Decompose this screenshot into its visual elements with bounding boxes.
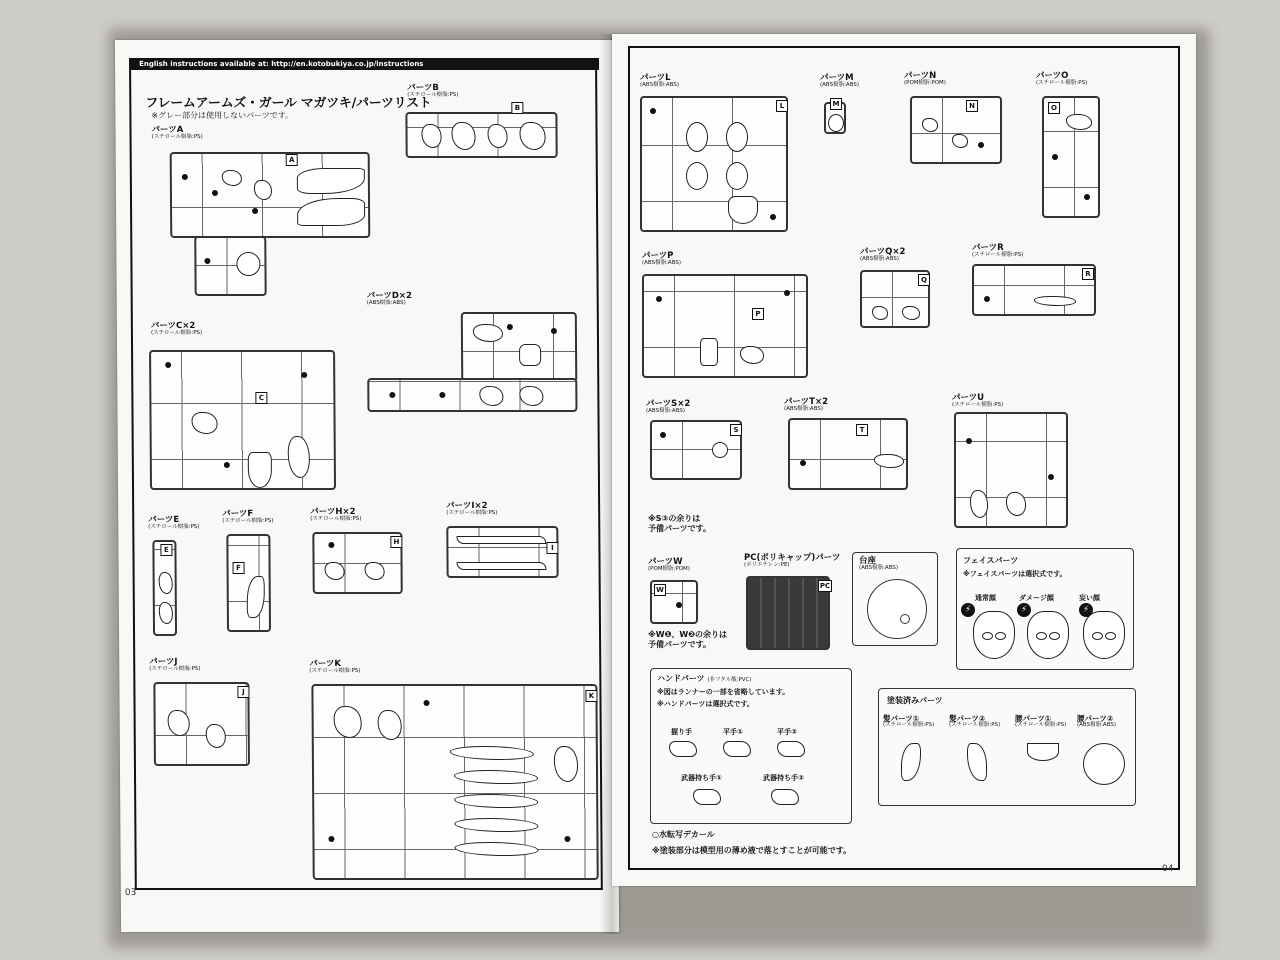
part-piece	[248, 452, 272, 488]
gate-dot	[439, 392, 445, 398]
gate-dot	[507, 324, 513, 330]
runner-letter-p: P	[752, 308, 764, 320]
runner-letter-j: J	[237, 686, 249, 698]
runner-t	[788, 418, 908, 490]
runner-label-t: パーツT×2 (ABS樹脂:ABS)	[784, 397, 828, 412]
gate-dot	[1052, 154, 1058, 160]
part-piece	[828, 114, 844, 132]
part-piece	[473, 324, 503, 342]
gate-dot	[252, 208, 258, 214]
hand-label-flat1: 平手①	[723, 728, 743, 736]
runner-label-q: パーツQ×2 (ABS樹脂:ABS)	[860, 247, 906, 262]
part-piece	[874, 454, 904, 468]
gate-dot	[389, 392, 395, 398]
gate-dot	[328, 542, 334, 548]
face-label-damage: ダメージ顔	[1019, 594, 1054, 602]
runner-label-e: パーツE (スチロール樹脂:PS)	[148, 515, 200, 530]
part-piece	[1066, 114, 1092, 130]
gate-dot	[301, 372, 307, 378]
gate-dot	[564, 836, 570, 842]
part-piece	[334, 706, 362, 738]
part-piece	[247, 576, 265, 618]
hand-label-flat2: 平手②	[777, 728, 797, 736]
painted-item-waist1: 腰パーツ① (スチロール樹脂:PS)	[1015, 714, 1067, 728]
runner-h	[312, 532, 402, 594]
gate-dot	[1084, 194, 1090, 200]
runner-letter-b: B	[511, 102, 523, 114]
part-piece	[236, 252, 260, 276]
runner-label-l: パーツL (ABS樹脂:ABS)	[640, 73, 680, 88]
runner-label-m: パーツM (ABS樹脂:ABS)	[820, 73, 860, 88]
runner-label-c: パーツC×2 (スチロール樹脂:PS)	[150, 321, 203, 336]
runner-label-pc: PC(ポリキャップ)パーツ (ポリエチレン:PE)	[744, 553, 841, 568]
part-piece	[970, 490, 988, 518]
hand-weapon2	[771, 789, 799, 805]
gate-dot	[224, 462, 230, 468]
gate-dot	[966, 438, 972, 444]
runner-label-o: パーツO (スチロール樹脂:PS)	[1036, 71, 1088, 86]
face-parts-note: ※フェイスパーツは選択式です。	[963, 570, 1067, 578]
runner-letter-a: A	[286, 154, 298, 166]
painted-waist2	[1083, 743, 1125, 785]
runner-b	[405, 104, 557, 158]
part-piece	[206, 724, 226, 748]
runner-label-a: パーツA (スチロール樹脂:PS)	[151, 125, 203, 140]
runner-m	[824, 102, 846, 134]
runner-d-upper	[461, 312, 577, 382]
runner-label-s: パーツS×2 (ABS樹脂:ABS)	[646, 399, 691, 414]
runner-letter-i: I	[546, 542, 558, 554]
painted-item-hair2: 髪パーツ② (スチロール樹脂:PS)	[949, 714, 1001, 728]
gate-dot	[784, 290, 790, 296]
lightning-icon: ⚡	[961, 603, 975, 617]
spare-note-w: ※W❶、W❷の余りは 予備パーツです。	[648, 630, 727, 649]
runner-letter-k: K	[585, 690, 597, 702]
face-label-normal: 通常顔	[975, 594, 996, 602]
runner-k	[311, 684, 598, 880]
painted-waist1	[1027, 743, 1059, 761]
runner-label-k: パーツK (スチロール樹脂:PS)	[309, 659, 361, 674]
hand-grip	[669, 741, 697, 757]
runner-f	[226, 534, 271, 632]
part-piece	[1006, 492, 1026, 516]
runner-letter-l: L	[776, 100, 788, 112]
runner-j	[153, 682, 250, 766]
part-piece	[519, 122, 545, 150]
part-piece	[487, 124, 507, 148]
runner-letter-e: E	[160, 544, 172, 556]
part-blade	[457, 562, 547, 570]
runner-label-r: パーツR (スチロール樹脂:PS)	[972, 243, 1024, 258]
part-piece	[254, 180, 272, 200]
part-long	[454, 842, 538, 856]
runner-label-j: パーツJ (スチロール樹脂:PS)	[149, 657, 201, 672]
painted-item-waist2: 腰パーツ② (ABS樹脂:ABS)	[1077, 714, 1117, 728]
hand-weapon1	[693, 789, 721, 805]
part-piece	[712, 442, 728, 458]
hand-label-weapon2: 武器持ち手②	[763, 774, 804, 782]
part-piece	[726, 122, 748, 152]
gate-dot	[182, 174, 188, 180]
runner-letter-o: O	[1048, 102, 1060, 114]
part-hair-a1	[297, 168, 365, 194]
part-piece	[519, 386, 543, 406]
gate-dot	[676, 602, 682, 608]
part-piece	[159, 602, 173, 624]
hand-flat1	[723, 741, 751, 757]
lightning-icon: ⚡	[1017, 603, 1031, 617]
runner-letter-n: N	[966, 100, 978, 112]
runner-pc	[746, 576, 830, 650]
part-piece	[451, 122, 475, 150]
runner-letter-f: F	[233, 562, 245, 574]
decal-note: ※塗装部分は模型用の薄め液で落とすことが可能です。	[652, 846, 852, 855]
painted-parts-title: 塗装済みパーツ	[887, 696, 943, 705]
face-normal	[973, 611, 1015, 659]
gate-dot	[204, 258, 210, 264]
runner-a-lower	[194, 236, 266, 296]
part-hair-a2	[297, 198, 365, 226]
gate-dot	[551, 328, 557, 334]
runner-letter-w: W	[654, 584, 666, 596]
runner-label-n: パーツN (POM樹脂:POM)	[904, 71, 946, 86]
part-piece	[1034, 296, 1076, 306]
part-piece	[159, 572, 173, 594]
hand-label-grip: 握り手	[671, 728, 692, 736]
runner-letter-c: C	[255, 392, 267, 404]
runner-label-p: パーツP (ABS樹脂:ABS)	[642, 251, 682, 266]
gate-dot	[660, 432, 666, 438]
runner-letter-t: T	[856, 424, 868, 436]
part-piece	[740, 346, 764, 364]
right-page	[612, 34, 1196, 886]
hand-parts-note1: ※図はランナーの一部を省略しています。	[657, 688, 790, 696]
runner-label-u: パーツU (スチロール樹脂:PS)	[952, 393, 1004, 408]
lightning-icon: ⚡	[1079, 603, 1093, 617]
hand-label-weapon1: 武器持ち手①	[681, 774, 722, 782]
gate-dot	[656, 296, 662, 302]
gate-dot	[770, 214, 776, 220]
decal-label: ○水転写デカール	[652, 830, 715, 839]
part-piece	[902, 306, 920, 320]
part-piece	[872, 306, 888, 320]
runner-l	[640, 96, 788, 232]
gate-dot	[800, 460, 806, 466]
runner-label-d: パーツD×2 (ABS樹脂:ABS)	[366, 291, 412, 306]
part-piece	[922, 118, 938, 132]
runner-s	[650, 420, 742, 480]
part-piece	[222, 170, 242, 186]
face-parts-box	[956, 548, 1134, 670]
runner-p	[642, 274, 808, 378]
left-page	[115, 40, 619, 932]
part-long	[454, 794, 538, 808]
part-long	[454, 770, 538, 784]
part-piece	[686, 122, 708, 152]
gate-dot	[423, 700, 429, 706]
part-piece	[726, 162, 748, 190]
runner-r	[972, 264, 1096, 316]
runner-letter-r: R	[1082, 268, 1094, 280]
gate-dot	[328, 836, 334, 842]
painted-hair2	[967, 743, 987, 781]
runner-letter-pc: PC	[819, 582, 831, 590]
hand-flat2	[777, 741, 805, 757]
runner-a	[170, 152, 371, 238]
runner-label-h: パーツH×2 (スチロール樹脂:PS)	[310, 507, 362, 522]
runner-i	[446, 526, 558, 578]
part-long	[454, 818, 538, 832]
part-piece	[519, 344, 541, 366]
runner-q	[860, 270, 930, 328]
gate-dot	[1048, 474, 1054, 480]
runner-label-b: パーツB (スチロール樹脂:PS)	[407, 83, 459, 98]
gate-dot	[650, 108, 656, 114]
part-blade	[456, 536, 546, 544]
stand-box	[852, 552, 938, 646]
face-parts-title: フェイスパーツ	[963, 556, 1019, 565]
hand-parts-note2: ※ハンドパーツは選択式です。	[657, 700, 754, 708]
runner-c	[149, 350, 336, 490]
gate-dot	[984, 296, 990, 302]
runner-o	[1042, 96, 1100, 218]
runner-letter-h: H	[390, 536, 402, 548]
runner-e	[152, 540, 177, 636]
face-third	[1083, 611, 1125, 659]
runner-letter-s: S	[730, 424, 742, 436]
part-piece	[479, 386, 503, 406]
part-piece	[191, 412, 217, 434]
part-long	[450, 746, 534, 760]
runner-letter-m: M	[830, 98, 842, 110]
stand-base	[867, 579, 927, 639]
part-piece	[686, 162, 708, 190]
spare-note-s: ※S③の余りは 予備パーツです。	[648, 514, 712, 533]
painted-parts-box	[878, 688, 1136, 806]
part-piece	[365, 562, 385, 580]
runner-letter-q: Q	[918, 274, 930, 286]
page-number-right: 04	[1162, 864, 1174, 874]
part-piece	[288, 436, 310, 478]
part-piece	[421, 124, 441, 148]
runner-label-f: パーツF (スチロール樹脂:PS)	[222, 509, 274, 524]
gate-dot	[165, 362, 171, 368]
runner-w	[650, 580, 698, 624]
runner-label-w: パーツW (POM樹脂:POM)	[648, 557, 690, 572]
painted-hair1	[901, 743, 921, 781]
page-title: フレームアームズ・ガール マガツキ/パーツリスト	[145, 96, 432, 111]
hand-parts-title: ハンドパーツ (非フタル酸:PVC)	[657, 674, 752, 683]
gate-dot	[212, 190, 218, 196]
runner-n	[910, 96, 1002, 164]
hand-parts-box	[650, 668, 852, 824]
part-piece	[325, 562, 345, 580]
part-piece	[378, 710, 402, 740]
runner-u	[954, 412, 1068, 528]
runner-label-i: パーツI×2 (スチロール樹脂:PS)	[446, 501, 498, 516]
face-label-third: 妄い顔	[1079, 594, 1100, 602]
part-piece	[554, 746, 578, 782]
gray-note: ※グレー部分は使用しないパーツです。	[151, 111, 294, 120]
part-piece	[700, 338, 718, 366]
part-piece	[952, 134, 968, 148]
gate-dot	[978, 142, 984, 148]
page-number-left: 03	[124, 888, 137, 898]
face-damage	[1027, 611, 1069, 659]
header-url-bar: English instructions available at: http://en.kotobukiya.co.jp/instructions	[129, 58, 599, 70]
part-piece	[728, 196, 758, 224]
stand-label: 台座 (ABS樹脂:ABS)	[859, 556, 899, 571]
painted-item-hair1: 髪パーツ① (スチロール樹脂:PS)	[883, 714, 935, 728]
part-piece	[168, 710, 190, 736]
runner-d-lower	[367, 378, 577, 412]
